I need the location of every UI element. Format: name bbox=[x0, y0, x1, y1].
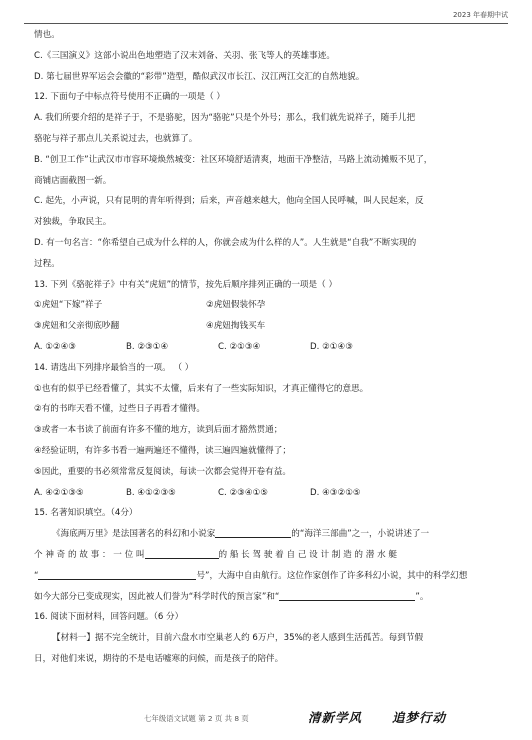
q14-item: ⑤因此，重要的书必须常常反复阅读，每读一次都会觉得开卷有益。 bbox=[34, 466, 291, 477]
text-line: 情也。 bbox=[34, 30, 60, 40]
header-rule bbox=[24, 23, 508, 24]
q15-text: 的 船 长 驾 驶 着 自 己 设 计 制 造 的 潜 水 艇 bbox=[218, 549, 398, 560]
q13-option-row bbox=[34, 295, 494, 316]
q13-option-row bbox=[34, 316, 494, 337]
q15-blank-captain[interactable] bbox=[145, 547, 219, 559]
q15-blank-author[interactable] bbox=[215, 526, 291, 538]
q15-text: ”。 bbox=[415, 591, 429, 602]
page-body bbox=[34, 25, 494, 670]
q13-choices bbox=[34, 337, 494, 358]
text-line: B. “创卫工作”让武汉市市容环境焕然城变：社区环境舒适清爽，地面干净整洁，马路上流动摊贩不见了， bbox=[34, 154, 433, 165]
q14-choice: B. ④①②③⑤ bbox=[126, 487, 176, 498]
q16-material: 【材料一】据不完全统计，目前六盘水市空巢老人约 6万户，35%的老人感到生活孤苦。每到节假 bbox=[52, 633, 424, 644]
question-16-title: 16. 阅读下面材料，回答问题。（6 分） bbox=[34, 612, 184, 623]
q15-text: 个 神 奇 的 故 事 ： 一 位 叫 bbox=[34, 549, 145, 560]
question-15-title: 15. 名著知识填空。（4分） bbox=[34, 508, 138, 519]
q13-option: ②虎妞假装怀孕 bbox=[206, 300, 266, 311]
text-line: 过程。 bbox=[34, 258, 60, 269]
exam-label: 2023 年春期中试 bbox=[452, 11, 508, 19]
q14-choice: C. ②③④①⑤ bbox=[218, 487, 268, 498]
q15-text: “ bbox=[34, 570, 39, 581]
q13-choice: D. ②①④③ bbox=[310, 341, 353, 352]
text-line: C. 起先，小声说，只有昆明的青年听得到；后来，声音越来越大，他向全国人民呼喊，叫人民起来，反 bbox=[34, 196, 424, 207]
q15-line bbox=[34, 524, 494, 545]
question-13-title: 13. 下列《骆驼祥子》中有关“虎妞”的情节，按先后顺序排列正确的一项是（ ） bbox=[34, 279, 338, 290]
page-footer bbox=[0, 708, 532, 730]
question-12-title: 12. 下面句子中标点符号使用不正确的一项是（ ） bbox=[34, 92, 226, 103]
slogan-stamp: 清新学风 bbox=[308, 710, 363, 725]
question-14-title: 14. 请选出下列排序最恰当的一项。 （ ） bbox=[34, 362, 194, 373]
q14-choice: A. ④②①③⑤ bbox=[34, 487, 84, 498]
q13-option: ④虎妞掏钱买车 bbox=[206, 321, 266, 332]
q14-item: ②有的书昨天看不懂，过些日子再看才懂得。 bbox=[34, 404, 205, 415]
q15-line bbox=[34, 545, 494, 566]
page-header bbox=[24, 10, 508, 24]
q15-blank-submarine[interactable] bbox=[38, 568, 196, 580]
q13-choice: A. ①②④③ bbox=[34, 341, 77, 352]
text-line: A. 我们所要介绍的是祥子于，不是骆驼，因为“骆驼”只是个外号；那么，我们就先说祥子，随手儿把 bbox=[34, 113, 416, 124]
q13-option: ③虎妞和父亲彻底吵翻 bbox=[34, 321, 120, 332]
q14-item: ①也有的似乎已经看懂了，其实不太懂，后来有了一些实际知识，才真正懂得它的意思。 bbox=[34, 383, 369, 394]
q13-choice: C. ②①③④ bbox=[218, 341, 261, 352]
q14-item: ③或者一本书读了前面有许多不懂的地方，读到后面才豁然贯通； bbox=[34, 425, 283, 436]
text-line: D. 有一句名言：“你希望自己成为什么样的人，你就会成为什么样的人”。人生就是“自我”不断实现的 bbox=[34, 237, 417, 248]
slogan-stamp: 追梦行动 bbox=[392, 710, 447, 725]
q15-text: 如今大部分已变成现实，因此被人们誉为“科学时代的预言家”和“ bbox=[34, 591, 280, 602]
q13-choice: B. ②③①④ bbox=[126, 341, 169, 352]
text-line: 商铺店面截图一新。 bbox=[34, 175, 112, 186]
text-line: 对独裁，争取民主。 bbox=[34, 217, 112, 228]
q15-blank-title[interactable] bbox=[279, 589, 415, 601]
q16-material: 日，对他们来说，期待的不是电话嘘寒的问候，而是孩子的陪伴。 bbox=[34, 653, 284, 664]
text-line: 骆驼与祥子那点儿关系说过去，也就算了。 bbox=[34, 133, 198, 144]
q15-text: 号”，大海中自由航行。这位作家创作了许多科幻小说，其中的科学幻想 bbox=[196, 570, 468, 581]
text-line: C.《三国演义》这部小说出色地塑造了汉末刘备、关羽、张飞等人的英雄事迹。 bbox=[34, 50, 335, 61]
q15-text: 《海底两万里》是法国著名的科幻和小说家 bbox=[52, 529, 216, 540]
page-info: 七年级语文试题 第 2 页 共 8 页 bbox=[144, 714, 249, 723]
q13-option: ①虎妞“下嫁”祥子 bbox=[34, 300, 103, 311]
q15-line bbox=[34, 566, 494, 587]
q15-text: 的“海洋三部曲”之一，小说讲述了一 bbox=[291, 529, 430, 540]
q15-line bbox=[34, 587, 494, 608]
q14-item: ④经验证明，有许多书看一遍两遍还不懂得，读三遍四遍就懂得了； bbox=[34, 445, 291, 456]
q14-choice: D. ④③②①⑤ bbox=[310, 487, 361, 498]
text-line: D. 第七届世界军运会会徽的“彩带”造型，酷似武汉市长江、汉江两江交汇的自然地貌。 bbox=[34, 71, 365, 82]
q14-choices bbox=[34, 483, 494, 504]
